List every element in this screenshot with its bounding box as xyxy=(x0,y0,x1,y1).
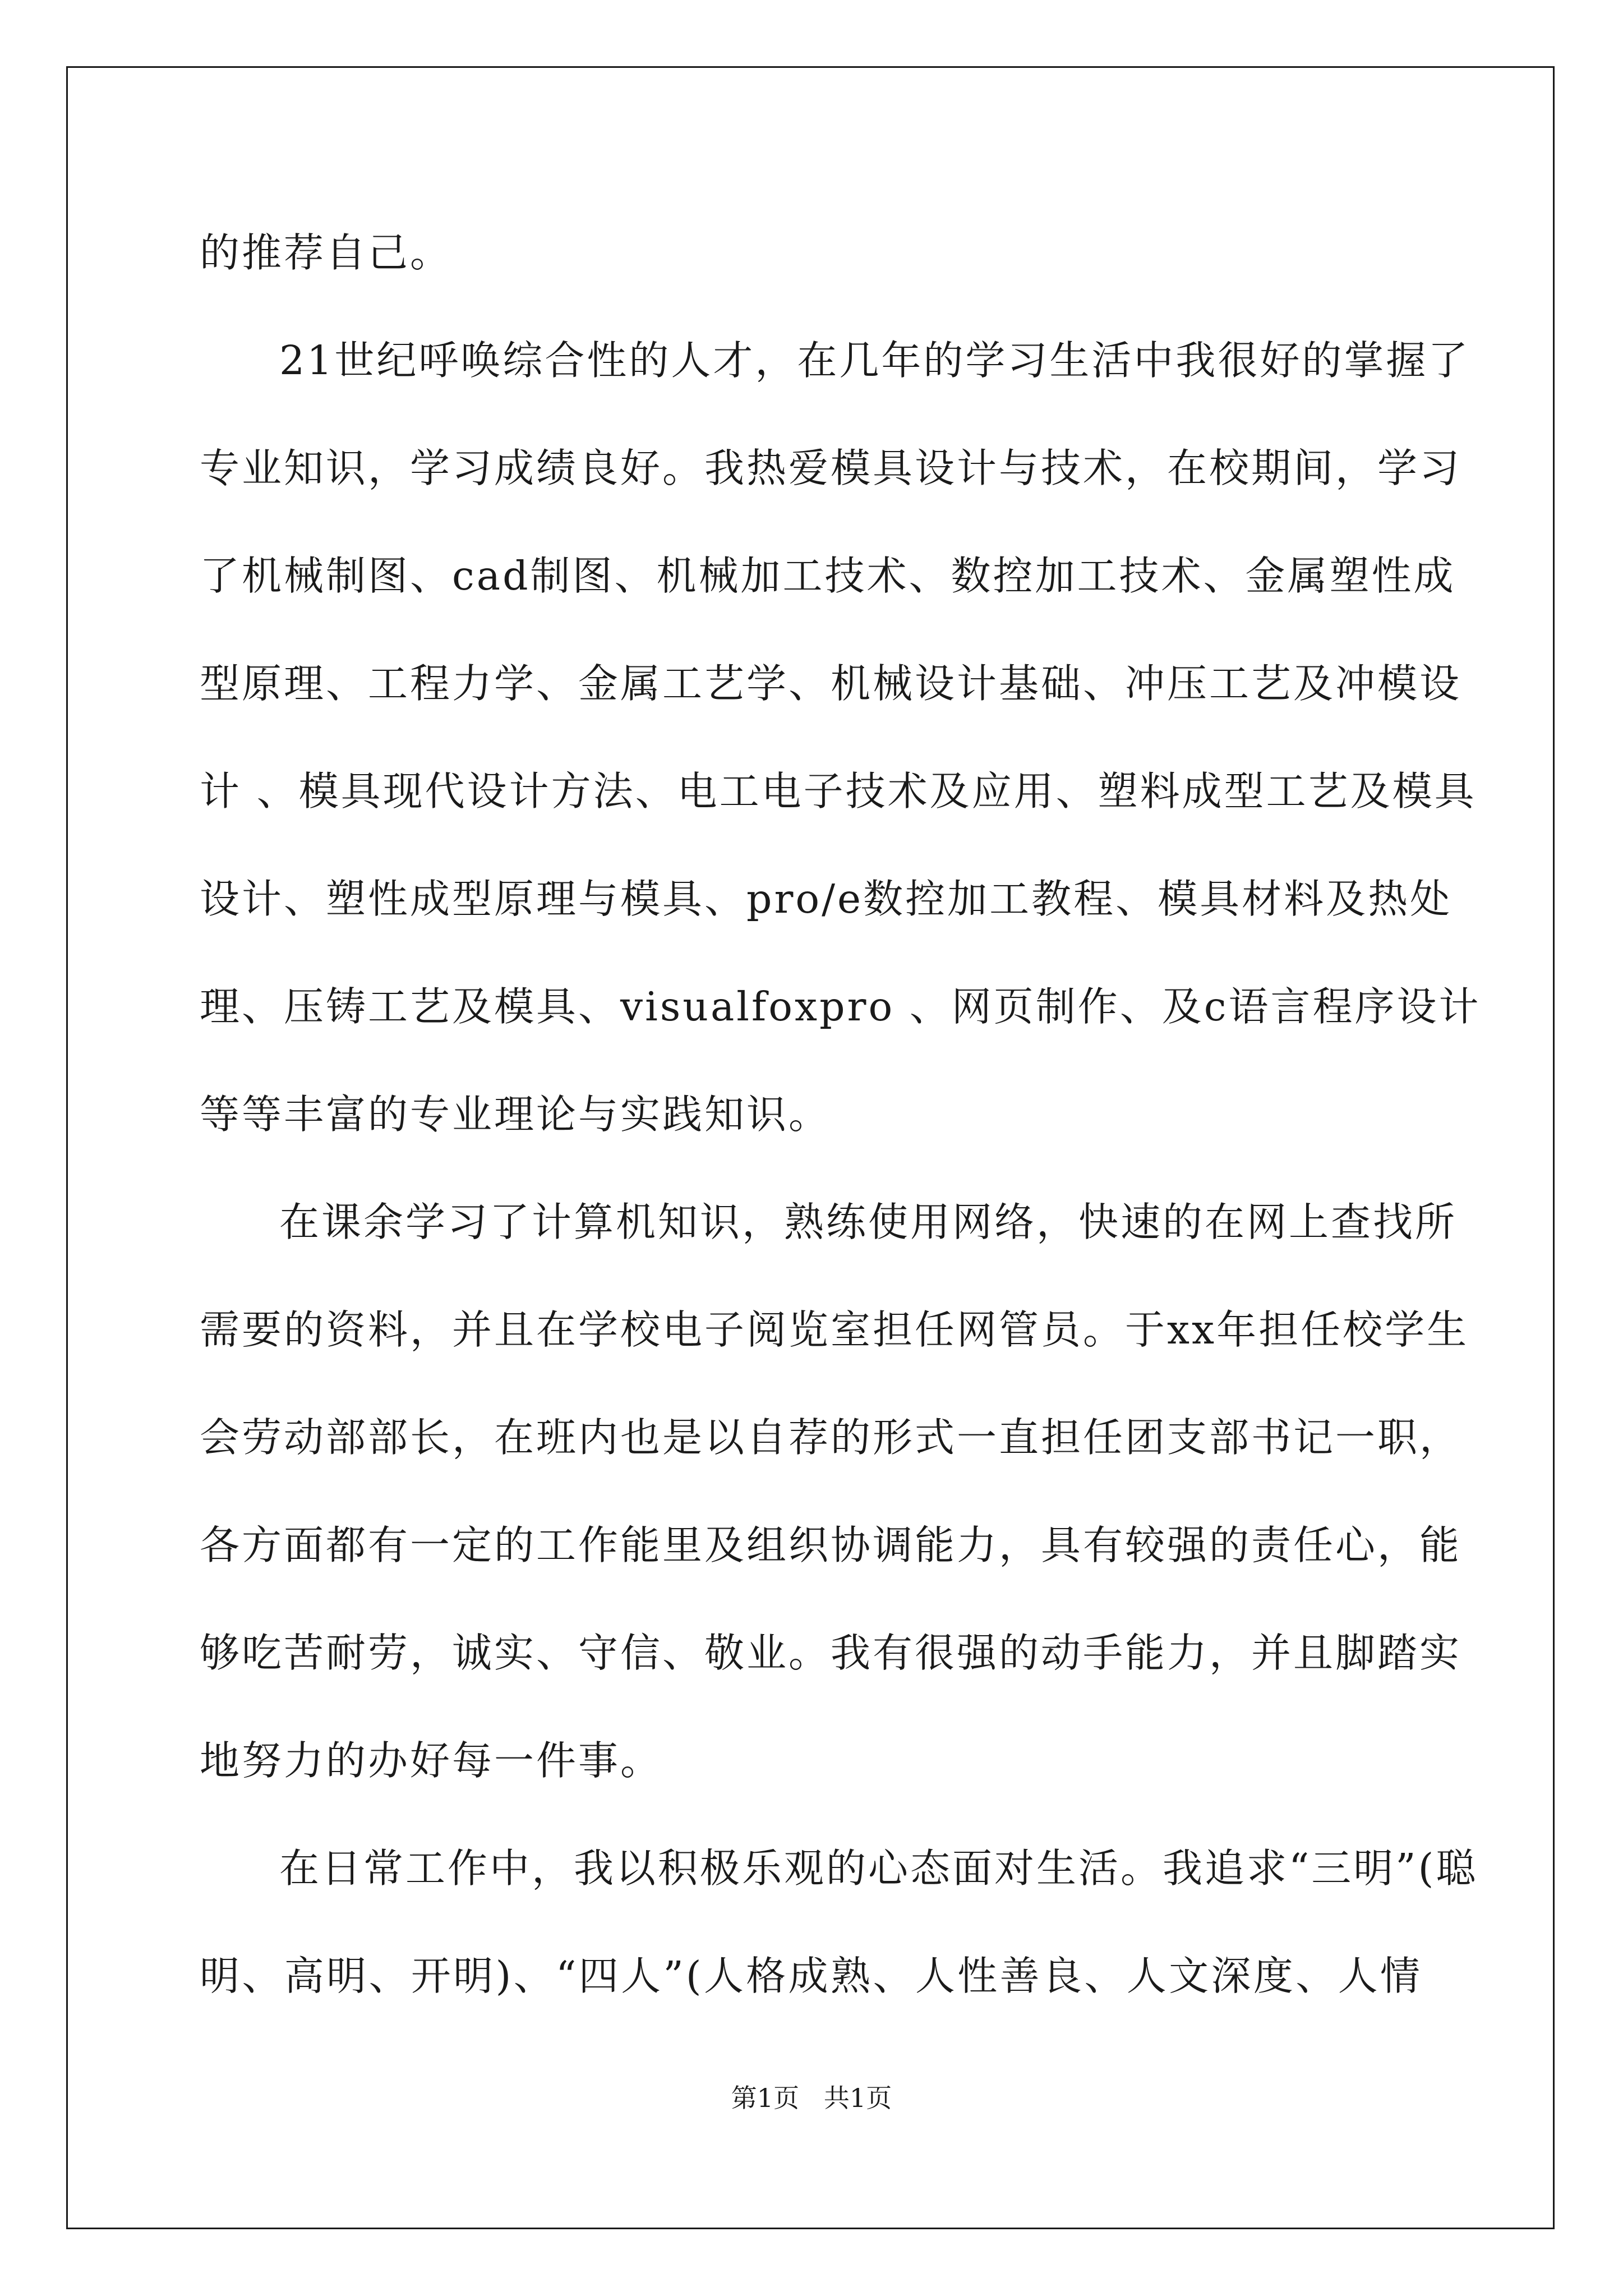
text-line: 理、压铸工艺及模具、visualfoxpro 、网页制作、及c语言程序设计 xyxy=(200,983,1481,1030)
text-line: 够吃苦耐劳，诚实、守信、敬业。我有很强的动手能力，并且脚踏实 xyxy=(200,1630,1462,1676)
text-line: 等等丰富的专业理论与实践知识。 xyxy=(200,1091,831,1138)
text-line: 会劳动部部长，在班内也是以自荐的形式一直担任团支部书记一职， xyxy=(200,1414,1462,1461)
text-line: 明、高明、开明)、“四人”(人格成熟、人性善良、人文深度、人情 xyxy=(200,1953,1422,1999)
text-line: 计 、模具现代设计方法、电工电子技术及应用、塑料成型工艺及模具 xyxy=(200,768,1477,815)
text-line: 需要的资料，并且在学校电子阅览室担任网管员。于xx年担任校学生 xyxy=(200,1306,1469,1353)
text-line: 在课余学习了计算机知识，熟练使用网络，快速的在网上查找所 xyxy=(279,1199,1458,1245)
page-footer: 第1页 共1页 xyxy=(731,2083,892,2113)
text-line: 设计、塑性成型原理与模具、pro/e数控加工教程、模具材料及热处 xyxy=(200,876,1453,922)
text-line: 21世纪呼唤综合性的人才，在几年的学习生活中我很好的掌握了 xyxy=(279,337,1470,384)
text-line: 专业知识，学习成绩良好。我热爱模具设计与技术，在校期间，学习 xyxy=(200,445,1462,491)
text-line: 的推荐自己。 xyxy=(200,229,453,276)
text-line: 各方面都有一定的工作能里及组织协调能力，具有较强的责任心，能 xyxy=(200,1522,1462,1568)
document-body xyxy=(200,199,1481,2030)
text-line: 地努力的办好每一件事。 xyxy=(200,1737,663,1784)
text-line: 了机械制图、cad制图、机械加工技术、数控加工技术、金属塑性成 xyxy=(200,553,1456,599)
text-line: 型原理、工程力学、金属工艺学、机械设计基础、冲压工艺及冲模设 xyxy=(200,660,1462,707)
text-line: 在日常工作中，我以积极乐观的心态面对生活。我追求“三明”(聪 xyxy=(279,1845,1478,1892)
